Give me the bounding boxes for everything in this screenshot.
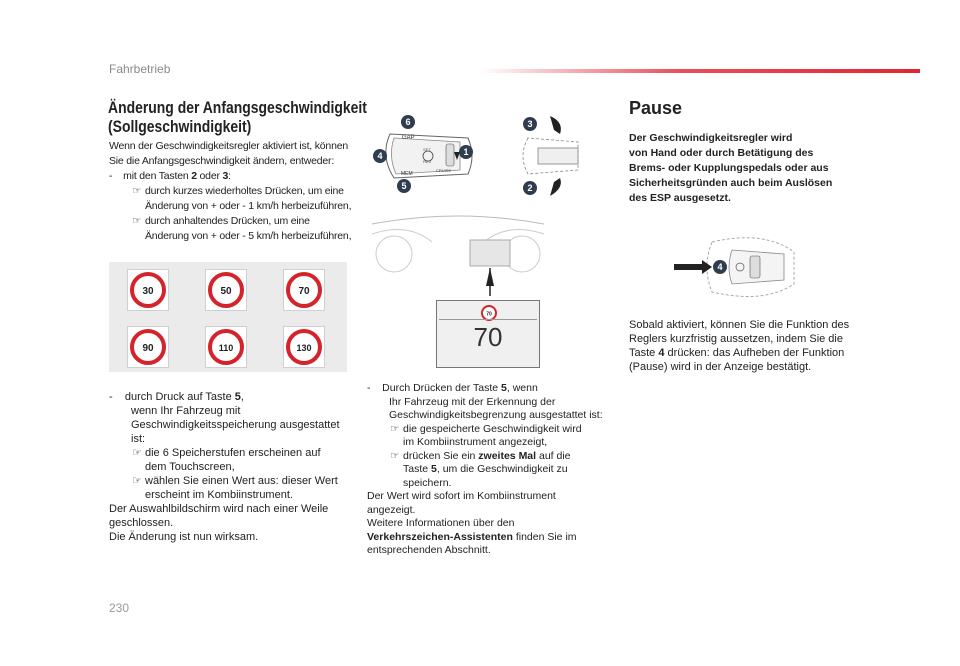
pause-description: Sobald aktiviert, können Sie die Funktion des Reglers kurzfristig aussetzen, indem Sie die Taste 4 drücken: das Aufheben der Funktion (Pause) wird in der Anzeige bestätigt. [629,319,850,373]
finger-arrow-icon: ☞ [390,422,400,435]
speed-sign-tile[interactable] [205,326,247,368]
callout-6 [401,115,415,129]
speed-limit-sign-icon [206,327,246,367]
header-divider [480,69,920,73]
finger-arrow-icon: ☞ [132,475,142,487]
sign-value: 130 [296,343,312,353]
heading-line-1: Änderung der Anfangsgeschwindigkeit [108,98,367,117]
sign-value: 110 [218,343,234,353]
traffic-sign-block [367,382,617,558]
svg-text:2: 2 [527,183,533,193]
sign-value: 90 [142,343,154,354]
speed-sign-tile[interactable] [205,269,247,311]
page-number: 230 [109,601,130,615]
callout-1 [459,145,473,159]
callout-2 [523,181,537,195]
intro-line-2: Sie die Anfangsgeschwindigkeit ändern, entweder: [109,155,335,167]
sub-item-stored-speed: ☞ die gespeicherte Geschwindigkeit wird im Kombiinstrument angezeigt, [390,422,582,448]
stalk-lever [386,134,472,178]
speed-limit-sign-icon [284,327,324,367]
section-title: Fahrbetrieb [109,62,171,76]
res-label: RES [423,159,432,164]
speed-limit-sign-icon [128,270,168,310]
finger-arrow-icon: ☞ [132,185,142,197]
callout-4 [373,149,387,163]
speed-signs-panel [109,262,347,372]
speed-sign-tile[interactable] [127,269,169,311]
sub-item-short-press: ☞ durch kurzes wiederholtes Drücken, um eine Änderung von + oder - 1 km/h herbeizuführen, [132,185,352,212]
sub-item-touchscreen: ☞ die 6 Speicherstufen erscheinen auf dem Touchscreen, [132,447,321,473]
speed-sign-tile[interactable] [127,326,169,368]
option-key-5-block [109,390,359,544]
callout-3 [523,117,537,131]
svg-text:3: 3 [527,119,533,129]
speed-limit-sign-icon [128,327,168,367]
sign-value: 70 [298,286,310,297]
cruise-label: CRUISE [436,168,452,173]
closing-line-2: geschlossen. [109,517,174,529]
sign-value: 50 [220,286,232,297]
closing-line-1: Der Auswahlbildschirm wird nach einer Weile [109,503,329,515]
section-heading [108,98,367,136]
speed-sign-tile[interactable] [283,269,325,311]
pause-heading: Pause [629,98,683,118]
result-line-2: angezeigt. [367,503,416,516]
sub-item-long-press: ☞ durch anhaltendes Drücken, um eine Änderung von + oder - 5 km/h herbeizuführen, [132,215,352,242]
intro-line-1: Wenn der Geschwindigkeitsregler aktiviert ist, können [109,140,348,152]
finger-arrow-icon: ☞ [132,447,142,459]
gauge-left-icon [376,236,412,272]
more-info-line-2: Verkehrszeichen-Assistenten finden Sie im [367,530,577,543]
svg-text:4: 4 [377,151,383,161]
finger-arrow-icon: ☞ [390,449,400,462]
option-sign-recognition: - Durch Drücken der Taste 5, wenn Ihr Fahrzeug mit der Erkennung der Geschwindigkeitsbegrenzung ausgestattet ist: [367,382,603,421]
speed-limit-sign-icon [284,270,324,310]
rotary-switch-icon [750,256,760,278]
sub-item-select-value: ☞ wählen Sie einen Wert aus: dieser Wert erscheint im Kombiinstrument. [132,475,338,501]
closing-line-3: Die Änderung ist nun wirksam. [109,531,259,543]
svg-text:6: 6 [405,117,411,127]
gap-label: GAP [402,135,415,141]
svg-text:1: 1 [463,147,469,157]
mem-label: MEM [401,171,413,177]
callout-5 [397,179,411,193]
svg-text:4: 4 [717,262,723,272]
instrument-cluster-illustration [368,214,548,300]
cruise-stalk-illustration [368,108,618,204]
rotate-up-arrow-icon [550,116,561,134]
callout-4 [713,260,727,274]
rotary-switch-icon [446,144,454,166]
heading-line-2: (Sollgeschwindigkeit) [108,117,252,136]
finger-arrow-icon: ☞ [132,215,142,227]
speed-sign-tile[interactable] [283,326,325,368]
option-key-5: - durch Druck auf Taste 5, wenn Ihr Fahrzeug mit Geschwindigkeitsspeicherung ausgestattet ist: [109,391,340,445]
more-info-line-1: Weitere Informationen über den [367,517,515,529]
pause-summary: Der Geschwindigkeitsregler wird von Hand oder durch Betätigung des Brems- oder Kupplungspedals oder aus Sicherheitsgründen auch beim Auslösen des ESP ausgesetzt. [629,132,833,204]
dash-sign-value: 70 [486,311,492,318]
rotate-down-arrow-icon [550,178,561,196]
result-line-1: Der Wert wird sofort im Kombiinstrument [367,490,556,502]
more-info-line-3: entsprechenden Abschnitt. [367,544,491,556]
sign-value: 30 [142,286,154,297]
svg-text:5: 5 [401,181,407,191]
intro-block [109,139,359,244]
cluster-display [470,240,510,266]
pause-stalk-illustration [672,230,802,304]
dash-speed-value: 70 [473,322,503,352]
speed-limit-sign-icon [206,270,246,310]
option-keys-2-3: - mit den Tasten 2 oder 3: [109,170,231,182]
sub-item-press-again: ☞ drücken Sie ein zweites Mal auf die Taste 5, um die Geschwindigkeit zu speichern. [390,449,571,489]
set-label: SET [423,147,431,152]
arrow-right-icon [674,260,712,274]
